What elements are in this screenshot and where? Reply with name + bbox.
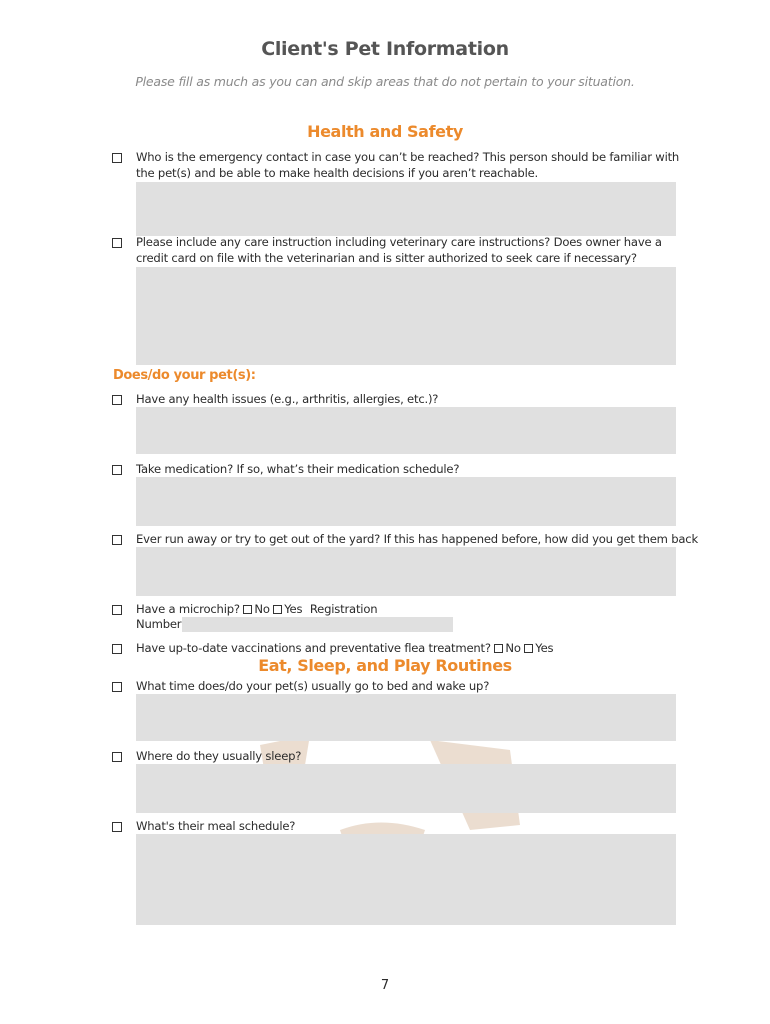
runaway-question: Ever run away or try to get out of the yard? If this has happened before, how did you get them back: [136, 532, 698, 546]
medication-checkbox[interactable]: [112, 465, 122, 475]
care-instructions-question-line-2: credit card on file with the veterinarian and is sitter authorized to seek care if necessary?: [136, 250, 637, 265]
emergency-contact-question-line-1: Who is the emergency contact in case you can’t be reached? This person should be familiar with: [136, 150, 680, 164]
emergency-contact-field[interactable]: [136, 182, 676, 236]
meal-schedule-checkbox[interactable]: [112, 822, 122, 832]
page-subtitle: Please fill as much as you can and skip areas that do not pertain to your situation.: [135, 74, 635, 89]
emergency-contact-checkbox[interactable]: [112, 153, 122, 163]
medication-question: Take medication? If so, what’s their medication schedule?: [136, 462, 460, 476]
emergency-contact-question: [136, 150, 681, 181]
microchip-registration-label: Registration: [309, 602, 378, 616]
health-issues-question: Have any health issues (e.g., arthritis, allergies, etc.)?: [136, 392, 439, 406]
microchip-yes-checkbox[interactable]: [273, 605, 282, 614]
care-instructions-question-line-1: Please include any care instruction including veterinary care instructions? Does owner have a: [136, 235, 662, 249]
medication-field[interactable]: [136, 477, 676, 526]
runaway-field[interactable]: [136, 547, 676, 596]
runaway-checkbox[interactable]: [112, 535, 122, 545]
meal-schedule-field[interactable]: [136, 834, 676, 925]
microchip-registration-number-field[interactable]: [182, 617, 453, 632]
vaccinations-question-row: [136, 641, 681, 657]
microchip-number-label: Number: [136, 617, 182, 631]
care-instructions-field[interactable]: [136, 267, 676, 365]
bedtime-checkbox[interactable]: [112, 682, 122, 692]
vaccinations-no-checkbox[interactable]: [494, 644, 503, 653]
section-heading-routines: Eat, Sleep, and Play Routines: [258, 656, 512, 675]
vaccinations-question: Have up-to-date vaccinations and preventative flea treatment?: [136, 641, 491, 655]
microchip-question-row: [136, 602, 681, 618]
microchip-no-label: No: [254, 602, 270, 616]
emergency-contact-question-line-2: the pet(s) and be able to make health decisions if you aren’t reachable.: [136, 165, 539, 180]
section-heading-does-do: Does/do your pet(s):: [113, 368, 256, 383]
vaccinations-no-label: No: [505, 641, 521, 655]
vaccinations-yes-checkbox[interactable]: [524, 644, 533, 653]
sleep-location-question: Where do they usually sleep?: [136, 749, 302, 763]
microchip-yes-label: Yes: [284, 602, 303, 616]
bedtime-field[interactable]: [136, 694, 676, 741]
microchip-checkbox[interactable]: [112, 605, 122, 615]
page-number: 7: [380, 978, 390, 993]
section-heading-health-safety: Health and Safety: [307, 122, 463, 141]
page-title: Client's Pet Information: [261, 38, 509, 60]
vaccinations-yes-label: Yes: [535, 641, 554, 655]
sleep-location-checkbox[interactable]: [112, 752, 122, 762]
sleep-location-field[interactable]: [136, 764, 676, 813]
health-issues-field[interactable]: [136, 407, 676, 454]
health-issues-checkbox[interactable]: [112, 395, 122, 405]
bedtime-question: What time does/do your pet(s) usually go to bed and wake up?: [136, 679, 490, 693]
meal-schedule-question: What's their meal schedule?: [136, 819, 296, 833]
microchip-no-checkbox[interactable]: [243, 605, 252, 614]
vaccinations-checkbox[interactable]: [112, 644, 122, 654]
microchip-question: Have a microchip?: [136, 602, 240, 616]
care-instructions-question: [136, 235, 681, 266]
care-instructions-checkbox[interactable]: [112, 238, 122, 248]
